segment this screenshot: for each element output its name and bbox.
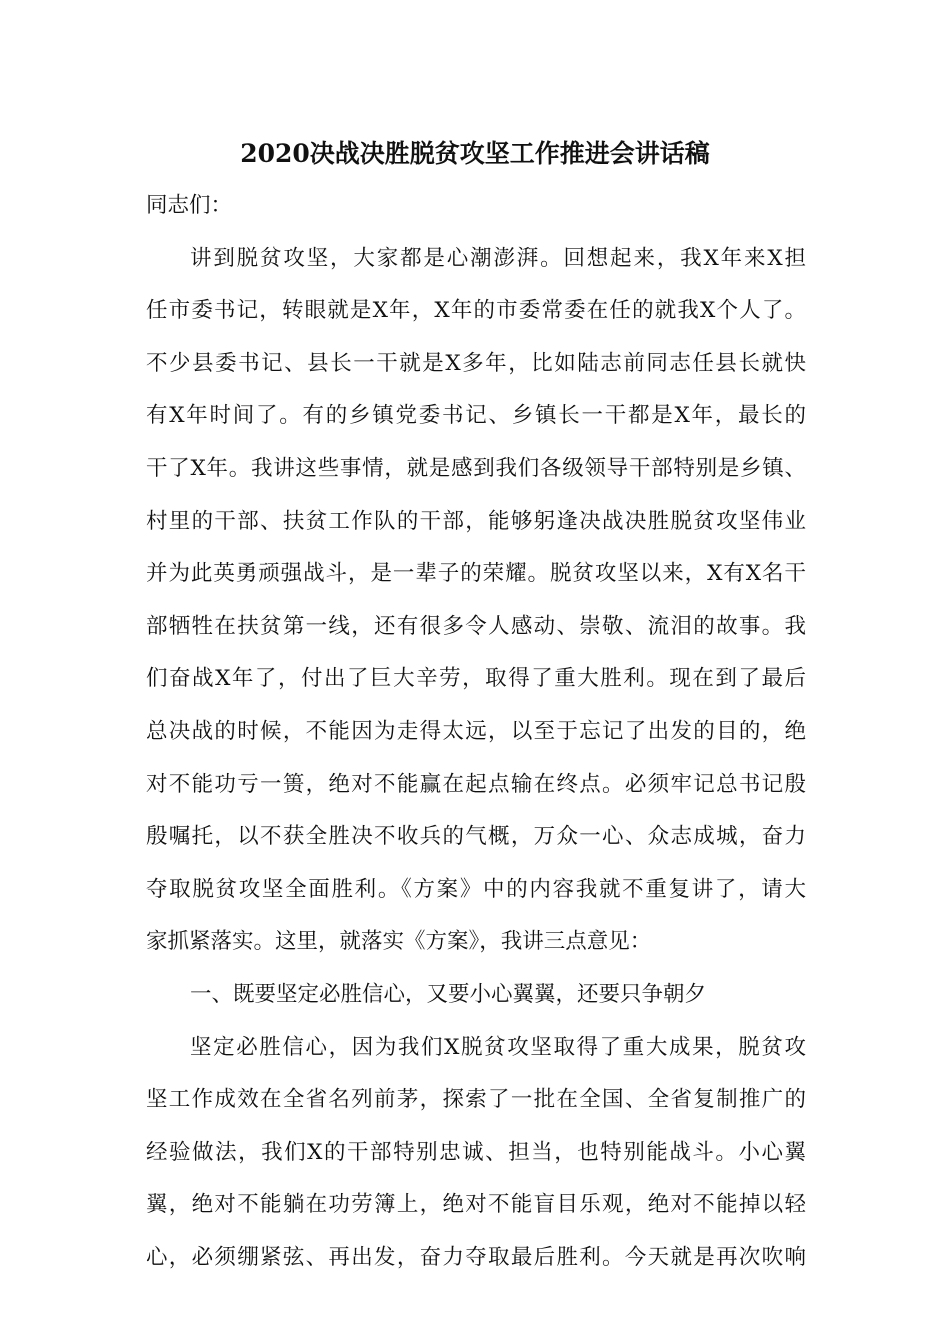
paragraph-line: 有X年时间了。有的乡镇党委书记、乡镇长一干都是X年，最长的 (146, 403, 806, 429)
paragraph-line: 讲到脱贫攻坚，大家都是心潮澎湃。回想起来，我X年来X担 (190, 245, 806, 271)
salutation: 同志们： (146, 193, 233, 218)
paragraph-line: 不少县委书记、县长一干就是X多年，比如陆志前同志任县长就快 (146, 350, 806, 376)
document-body (146, 180, 806, 1284)
paragraph-line: 干了X年。我讲这些事情，就是感到我们各级领导干部特别是乡镇、 (146, 455, 806, 481)
paragraph-line: 任市委书记，转眼就是X年，X年的市委常委在任的就我X个人了。 (146, 298, 806, 324)
paragraph-line: 们奋战X年了，付出了巨大辛劳，取得了重大胜利。现在到了最后 (146, 666, 806, 692)
paragraph-line: 坚工作成效在全省名列前茅，探索了一批在全国、全省复制推广的 (146, 1087, 806, 1113)
paragraph-line: 夺取脱贫攻坚全面胜利。《方案》中的内容我就不重复讲了，请大 (146, 876, 806, 902)
paragraph-line: 坚定必胜信心，因为我们X脱贫攻坚取得了重大成果，脱贫攻 (190, 1034, 806, 1060)
paragraph-line: 村里的干部、扶贫工作队的干部，能够躬逢决战决胜脱贫攻坚伟业 (146, 508, 806, 534)
document-title: 2020决战决胜脱贫攻坚工作推进会讲话稿 (240, 139, 710, 168)
paragraph-line: 翼，绝对不能躺在功劳簿上，绝对不能盲目乐观，绝对不能掉以轻 (146, 1192, 806, 1218)
paragraph-line: 经验做法，我们X的干部特别忠诚、担当，也特别能战斗。小心翼 (146, 1139, 806, 1165)
paragraph-line: 部牺牲在扶贫第一线，还有很多令人感动、崇敬、流泪的故事。我 (146, 613, 806, 639)
paragraph-line: 并为此英勇顽强战斗，是一辈子的荣耀。脱贫攻坚以来，X有X名干 (146, 561, 806, 587)
paragraph-line: 殷嘱托，以不获全胜决不收兵的气概，万众一心、众志成城，奋力 (146, 824, 806, 850)
section-heading: 一、既要坚定必胜信心，又要小心翼翼，还要只争朝夕 (190, 981, 707, 1007)
paragraph-line: 对不能功亏一篑，绝对不能赢在起点输在终点。必须牢记总书记殷 (146, 771, 806, 797)
paragraph-line: 总决战的时候，不能因为走得太远，以至于忘记了出发的目的，绝 (146, 718, 806, 744)
paragraph-line: 心，必须绷紧弦、再出发，奋力夺取最后胜利。今天就是再次吹响 (146, 1244, 806, 1270)
paragraph-line: 家抓紧落实。这里，就落实《方案》，我讲三点意见： (146, 929, 652, 955)
